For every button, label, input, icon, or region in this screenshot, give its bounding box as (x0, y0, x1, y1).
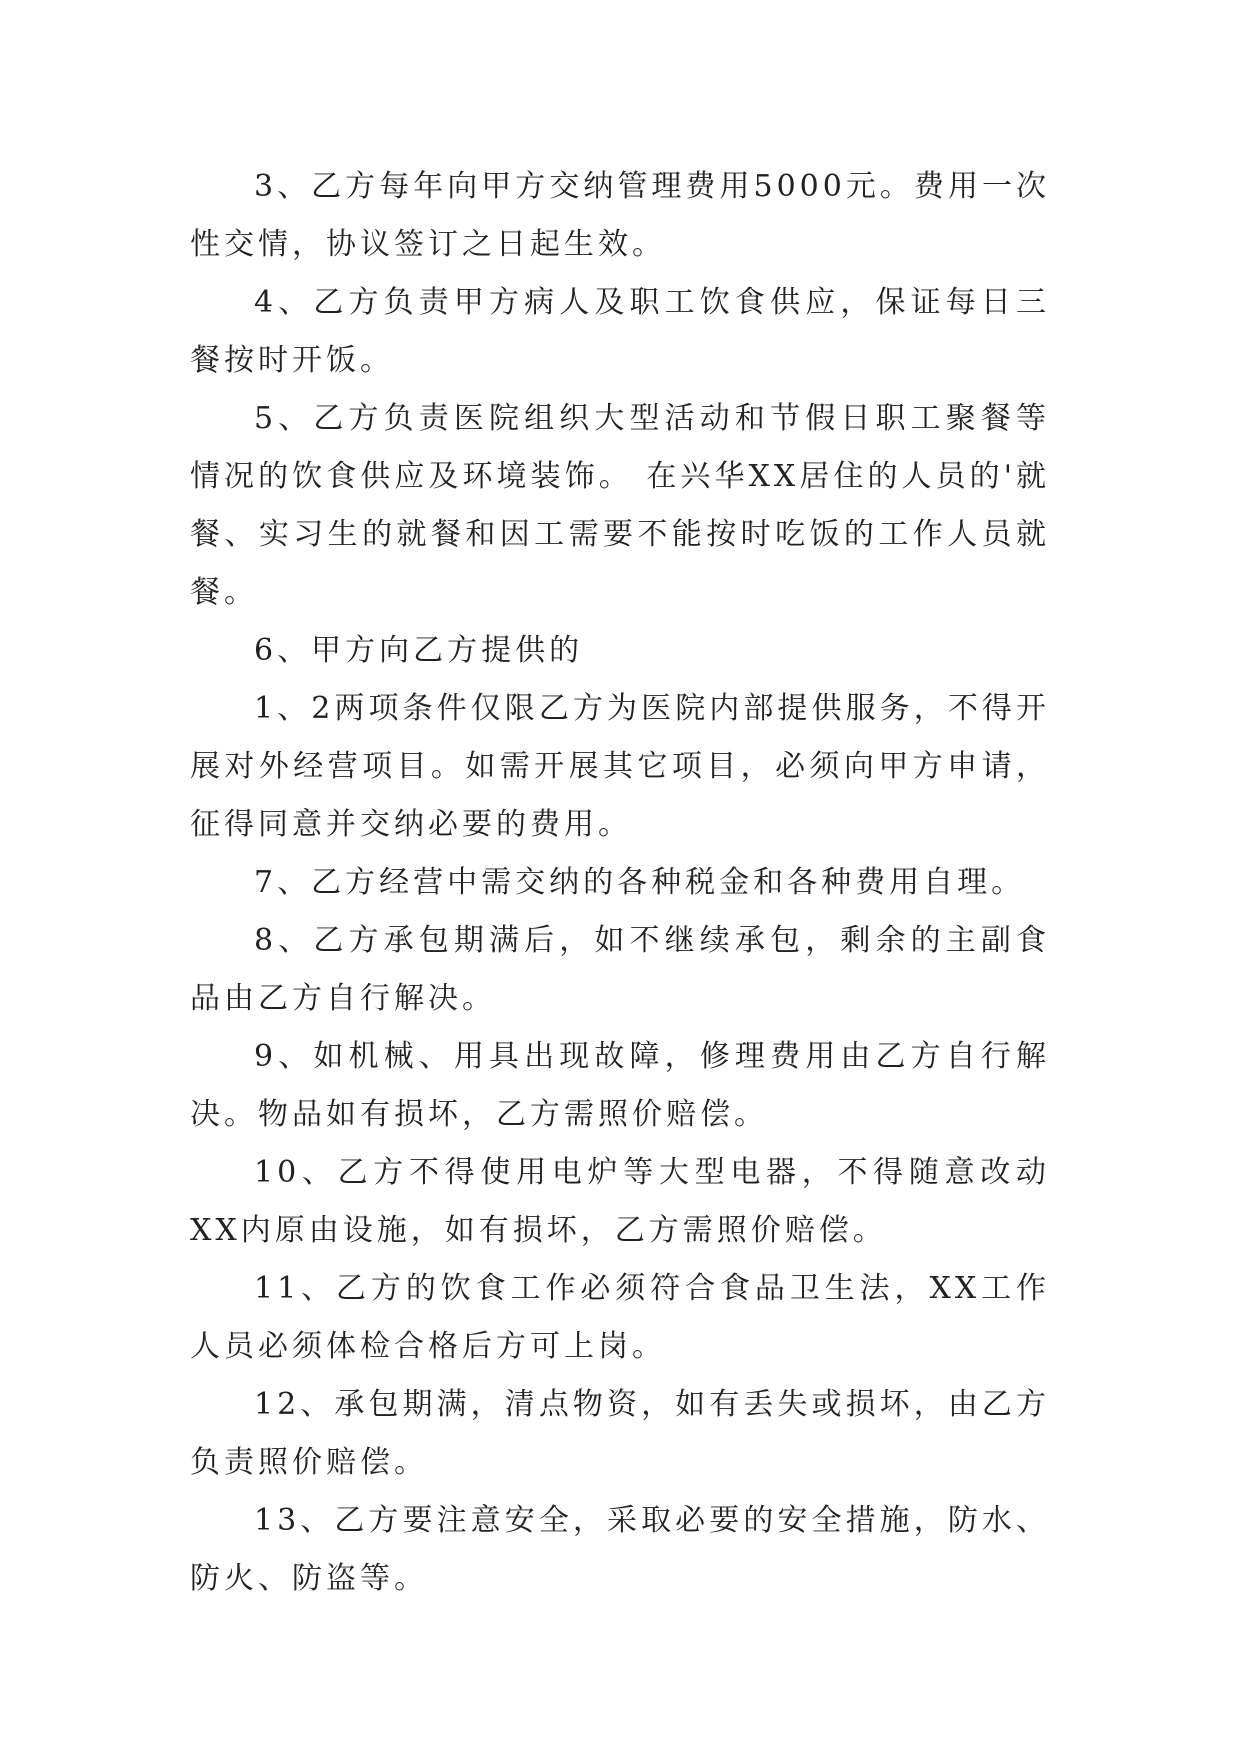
paragraph-6-continued: 1、2两项条件仅限乙方为医院内部提供服务，不得开展对外经营项目。如需开展其它项目，必须向甲方申请，征得同意并交纳必要的费用。 (190, 691, 1050, 842)
paragraph-3: 3、乙方每年向甲方交纳管理费用5000元。费用一次性交情，协议签订之日起生效。 (190, 169, 1050, 262)
paragraph-6: 6、甲方向乙方提供的 (254, 633, 584, 668)
paragraph-12: 12、承包期满，清点物资，如有丢失或损坏，由乙方负责照价赔偿。 (190, 1387, 1050, 1480)
paragraph-9: 9、如机械、用具出现故障，修理费用由乙方自行解决。物品如有损坏，乙方需照价赔偿。 (190, 1039, 1050, 1132)
paragraph-5: 5、乙方负责医院组织大型活动和节假日职工聚餐等情况的饮食供应及环境装饰。 在兴华XX居住的人员的'就餐、实习生的就餐和因工需要不能按时吃饭的工作人员就餐。 (190, 401, 1050, 610)
paragraph-7: 7、乙方经营中需交纳的各种税金和各种费用自理。 (254, 865, 1026, 900)
paragraph-4: 4、乙方负责甲方病人及职工饮食供应，保证每日三餐按时开饭。 (190, 285, 1050, 378)
paragraph-11: 11、乙方的饮食工作必须符合食品卫生法，XX工作人员必须体检合格后方可上岗。 (190, 1271, 1050, 1364)
paragraph-13: 13、乙方要注意安全，采取必要的安全措施，防水、防火、防盗等。 (190, 1503, 1050, 1596)
paragraph-8: 8、乙方承包期满后，如不继续承包，剩余的主副食品由乙方自行解决。 (190, 923, 1050, 1016)
document-body (190, 158, 1050, 1608)
paragraph-10: 10、乙方不得使用电炉等大型电器，不得随意改动XX内原由设施，如有损坏，乙方需照价赔偿。 (190, 1155, 1050, 1248)
